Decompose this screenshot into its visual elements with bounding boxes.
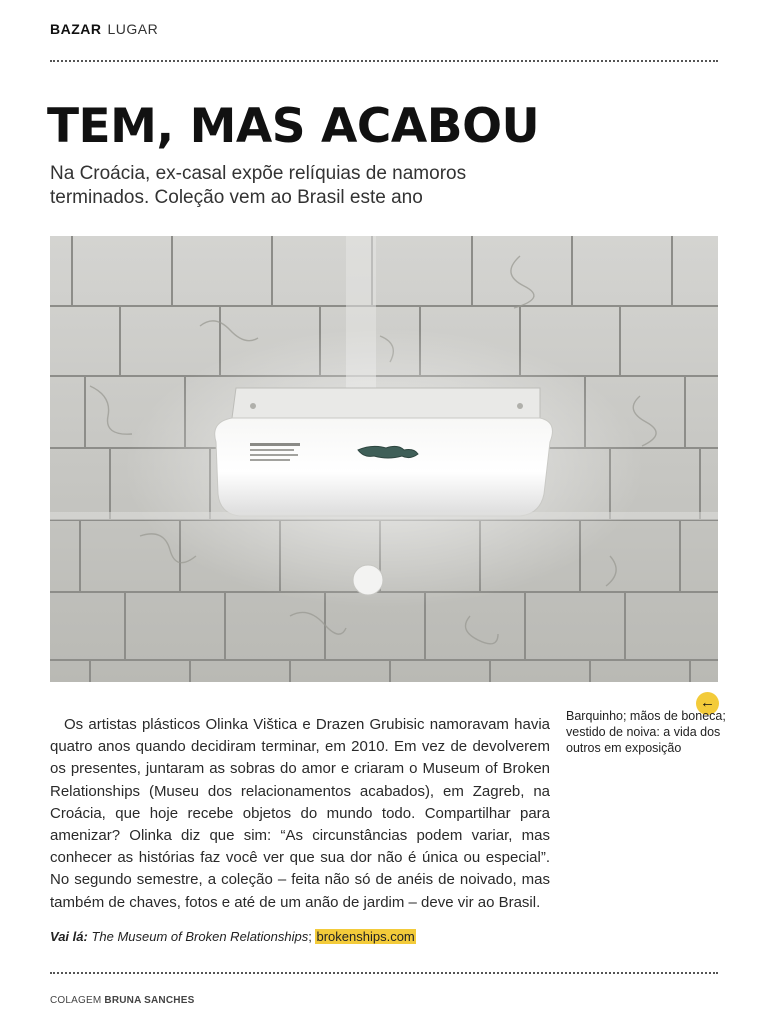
top-dotted-divider <box>50 60 718 62</box>
headline: TEM, MAS ACABOU <box>47 99 540 154</box>
article-body-text: Os artistas plásticos Olinka Vištica e Drazen Grubisic namoravam havia quatro anos quando decidiram terminar, em 2010. Em vez de devolverem os presentes, juntaram as sobras do amor e criaram o Museum of Broken Relationships (Museu dos relacionamentos acabados), em Zagreb, na Croácia, que hoje recebe objetos do mundo todo. Compartilhar para amenizar? Olinka diz que sim: “As circunstâncias podem variar, mas conhecer as histórias faz você ver que sua dor não é única ou especial”. No segundo semestre, a coleção – feita não só de anéis de noivado, mas também de chaves, fotos e até de um anão de jardim – deve vir ao Brasil. <box>50 716 550 911</box>
credit-name: BRUNA SANCHES <box>104 995 195 1006</box>
dek: Na Croácia, ex-casal expõe relíquias de namoros terminados. Coleção vem ao Brasil este ano <box>50 163 467 208</box>
photo-caption: Barquinho; mãos de boneca; vestido de noiva: a vida dos outros em exposição <box>566 709 726 755</box>
bottom-dotted-divider <box>50 972 718 974</box>
credit-label: COLAGEM <box>50 995 102 1006</box>
museum-display-photo <box>50 236 718 682</box>
arrow-left-icon: ← <box>696 692 719 715</box>
museum-name: The Museum of Broken Relationships <box>91 929 309 944</box>
subsection-label: LUGAR <box>107 21 159 37</box>
article-body <box>50 714 550 914</box>
section-header <box>50 21 158 37</box>
vai-la-label: Vai lá: <box>50 929 88 944</box>
vai-la-separator: ; <box>308 929 312 944</box>
museum-website-link[interactable]: brokenships.com <box>316 929 415 944</box>
photo-credit <box>50 995 194 1006</box>
vai-la-line <box>50 928 416 946</box>
section-label: BAZAR <box>50 21 102 37</box>
